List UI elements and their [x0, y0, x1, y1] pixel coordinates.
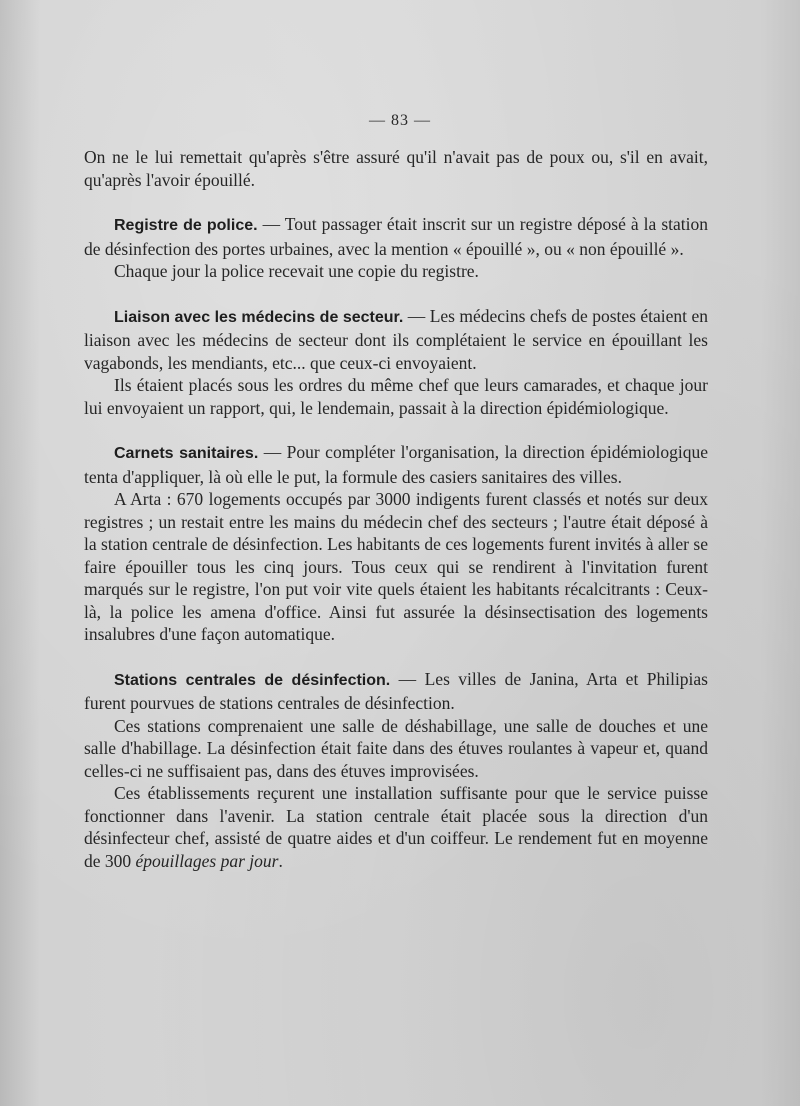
paragraph-text: — Pour compléter l'organisation, la direction épidémiologique tenta d'appliquer, là où elle le put, la formule des casiers sanitaires des villes.: [84, 442, 708, 487]
paragraph: [84, 260, 708, 283]
page-number: — 83 —: [369, 112, 431, 129]
paragraph-text: On ne le lui remettait qu'après s'être assuré qu'il n'avait pas de poux ou, s'il en avait, qu'après l'avoir épouillé.: [84, 147, 708, 190]
paragraph: [84, 146, 708, 191]
section-heading: Carnets sanitaires.: [114, 445, 259, 462]
paragraph-gap: [84, 283, 708, 305]
paragraph: [84, 715, 708, 783]
paragraph: [84, 374, 708, 419]
paragraph-text: Ces stations comprenaient une salle de déshabillage, une salle de douches et une salle d'habillage. La désinfection était faite dans des étuves roulantes à vapeur et, quand celles-ci ne suffisaient pas, dans des étuves improvisées.: [84, 715, 708, 781]
paragraph-text: Chaque jour la police recevait une copie du registre.: [114, 261, 479, 281]
paragraph-text: — Les villes de Janina, Arta et Philipias furent pourvues de stations centrales de désinfection.: [84, 668, 708, 713]
section-liaison: [84, 305, 708, 375]
paragraph-text: Ces établissements reçurent une installation suffisante pour que le service puisse fonctionner dans l'avenir. La station centrale était placée sous la direction d'un désinfecteur chef, assisté de quatre aides et d'un coiffeur. Le rendement fut en moyenne de 300: [84, 783, 708, 871]
paragraph-gap: [84, 646, 708, 668]
paragraph-end: .: [278, 850, 283, 871]
paragraph-gap: [84, 419, 708, 441]
section-heading: Registre de police.: [114, 217, 258, 234]
paragraph-text: — Les médecins chefs de postes étaient en liaison avec les médecins de secteur dont ils complétaient le service en épouillant les vagabonds, les mendiants, etc... que ceux-ci envoyaient.: [84, 305, 708, 373]
section-heading: Liaison avec les médecins de secteur.: [114, 308, 404, 326]
body-text: [84, 146, 708, 872]
section-carnets: [84, 441, 708, 488]
paragraph: [84, 488, 708, 646]
italic-phrase: épouillages par jour: [135, 850, 279, 871]
paragraph-text: — Tout passager était inscrit sur un registre déposé à la station de désinfection des portes urbaines, avec la mention « épouillé », ou « non épouillé ».: [84, 214, 708, 259]
section-registre: [84, 213, 708, 260]
paragraph-gap: [84, 191, 708, 213]
paragraph-text: A Arta : 670 logements occupés par 3000 indigents furent classés et notés sur deux registres ; un restait entre les mains du médecin chef des secteurs ; l'autre était déposé à la station centrale de désinfection. Les habitants de ces logements furent invités à aller se faire épouiller tous les cinq jours. Tous ceux qui se rendirent à l'invitation furent marqués sur le registre, l'on put voir vite quels étaient les habitants récalcitrants : Ceux-là, la police les amena d'office. Ainsi fut assurée la désinsectisation des logements insalubres d'une façon automatique.: [84, 489, 708, 644]
section-stations: [84, 668, 708, 715]
paragraph-text: Ils étaient placés sous les ordres du même chef que leurs camarades, et chaque jour lui envoyaient un rapport, qui, le lendemain, passait à la direction épidémiologique.: [84, 375, 708, 418]
section-heading: Stations centrales de désinfection.: [114, 671, 391, 689]
paragraph: [84, 782, 708, 872]
